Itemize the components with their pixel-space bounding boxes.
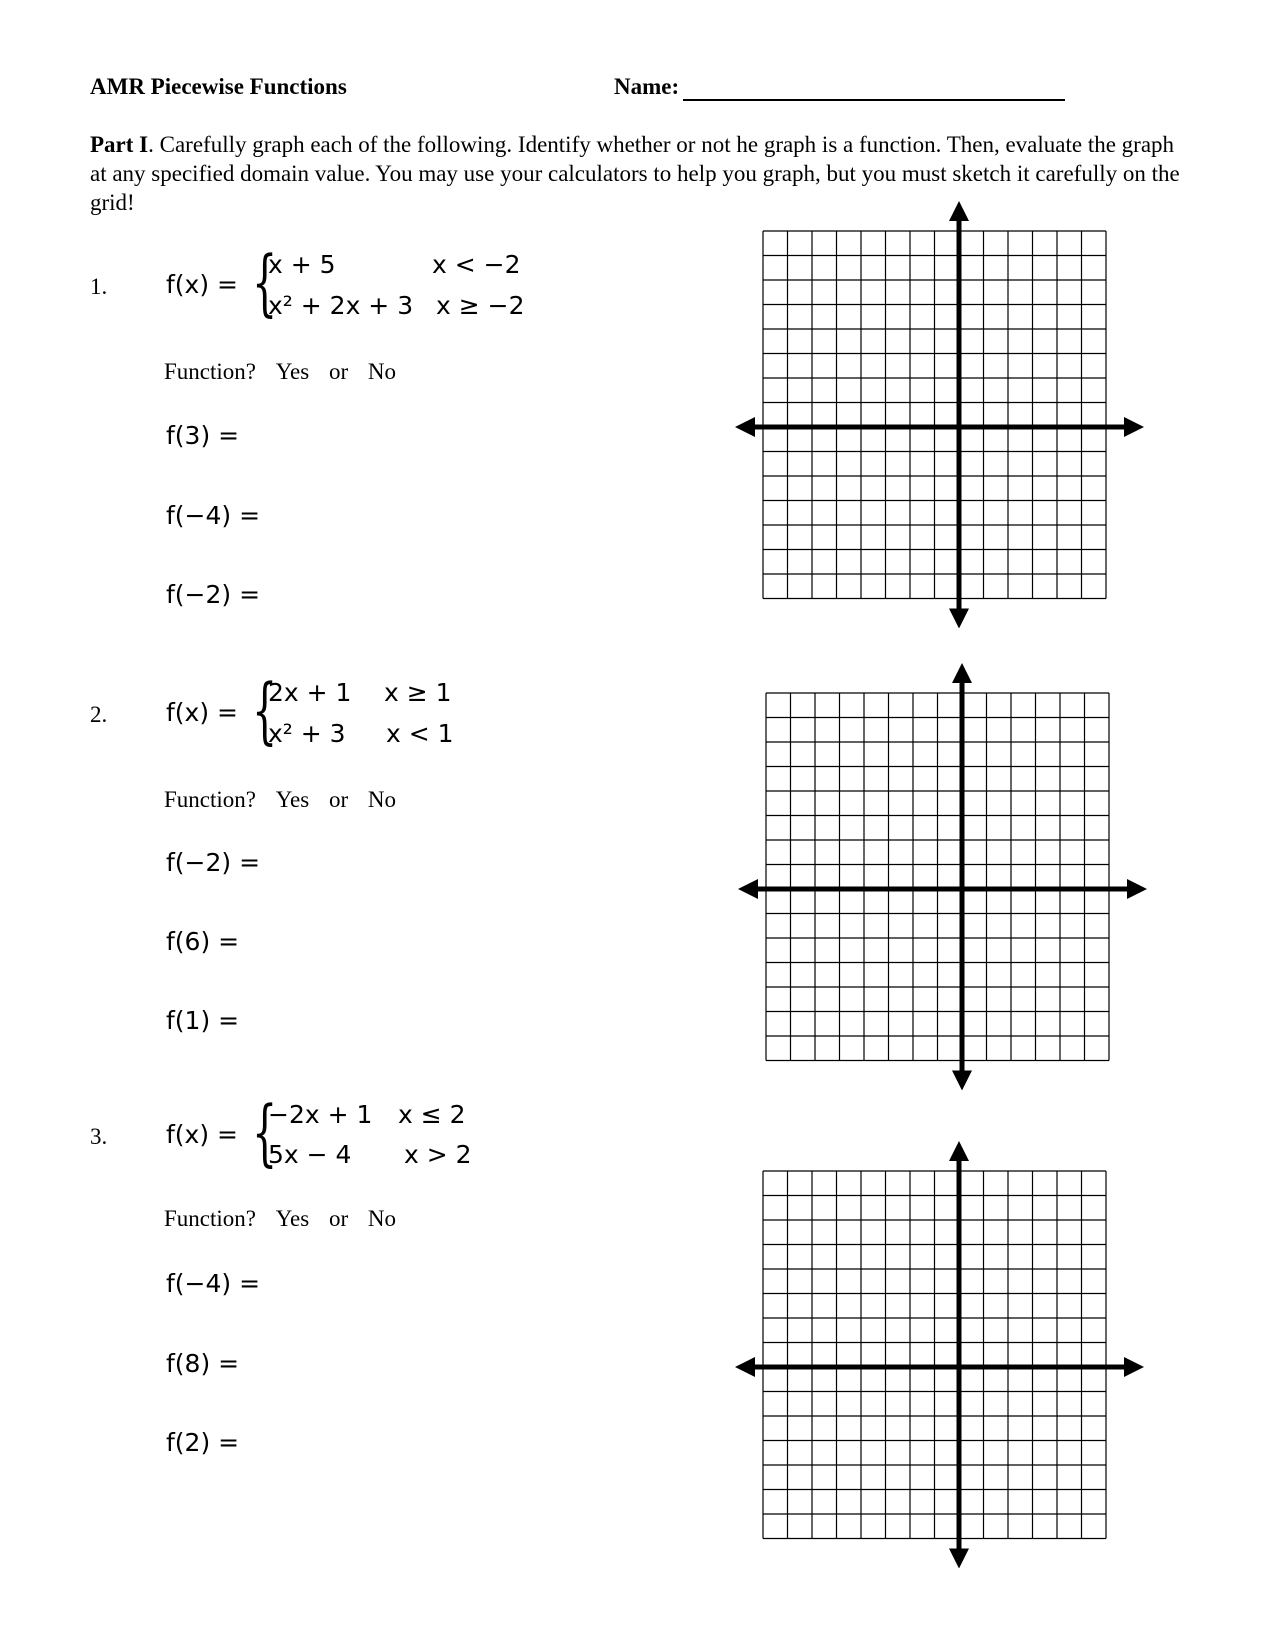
problem-3-eval-2: f(8) = xyxy=(166,1349,240,1378)
problem-2-piece2-cond: x < 1 xyxy=(386,719,454,748)
no-option[interactable]: No xyxy=(367,359,397,384)
problem-3-brace: { xyxy=(252,1090,278,1174)
problem-2-graph-grid[interactable] xyxy=(733,660,1153,1090)
problem-2-piece2-expr: x² + 3 xyxy=(268,719,346,748)
problem-2-eval-2: f(6) = xyxy=(166,927,240,956)
problem-2-piece1-cond: x ≥ 1 xyxy=(384,678,452,707)
name-label: Name: xyxy=(614,74,680,99)
problem-1-piece2-cond: x ≥ −2 xyxy=(436,291,525,320)
instructions-text: . Carefully graph each of the following. Identify whether or not he graph is a function. Then, evaluate the graph at any specified domain value. You may use your calculators to help you graph, but you must sketch it carefully on the grid! xyxy=(90,132,1180,215)
problem-3-lhs: f(x) = xyxy=(166,1120,238,1149)
yes-option[interactable]: Yes xyxy=(275,1206,310,1231)
problem-3-piece1-cond: x ≤ 2 xyxy=(398,1100,466,1129)
yes-option[interactable]: Yes xyxy=(275,787,310,812)
problem-2-brace: { xyxy=(252,668,278,752)
problem-3-function-question xyxy=(164,1206,396,1232)
x-axis-left-arrow xyxy=(735,417,755,437)
problem-3-graph-grid[interactable] xyxy=(730,1138,1150,1568)
function-question-label: Function? xyxy=(164,359,256,384)
problem-1-eval-2: f(−4) = xyxy=(166,501,261,530)
problem-1-number: 1. xyxy=(90,274,108,299)
x-axis-left-arrow xyxy=(735,1357,755,1377)
or-text: or xyxy=(328,359,349,384)
problem-2-lhs: f(x) = xyxy=(166,698,238,727)
or-text: or xyxy=(328,1206,349,1231)
worksheet-title: AMR Piecewise Functions xyxy=(90,74,347,99)
problem-2-piece1-expr: 2x + 1 xyxy=(268,678,352,707)
problem-3-piece1-expr: −2x + 1 xyxy=(268,1100,373,1129)
problem-3-eval-1: f(−4) = xyxy=(166,1269,261,1298)
function-question-label: Function? xyxy=(164,1206,256,1231)
x-axis-left-arrow xyxy=(738,879,758,899)
yes-option[interactable]: Yes xyxy=(275,359,310,384)
problem-1-eval-3: f(−2) = xyxy=(166,580,261,609)
x-axis-right-arrow xyxy=(1127,879,1147,899)
problem-3-piece2-expr: 5x − 4 xyxy=(268,1140,352,1169)
y-axis-down-arrow xyxy=(952,1071,972,1091)
function-question-label: Function? xyxy=(164,787,256,812)
problem-1-eval-1: f(3) = xyxy=(166,421,240,450)
no-option[interactable]: No xyxy=(367,1206,397,1231)
x-axis-right-arrow xyxy=(1124,417,1144,437)
name-field-line[interactable] xyxy=(683,99,1065,101)
problem-2-eval-3: f(1) = xyxy=(166,1006,240,1035)
y-axis-down-arrow xyxy=(949,1549,969,1569)
x-axis-right-arrow xyxy=(1124,1357,1144,1377)
problem-3-number: 3. xyxy=(90,1124,108,1149)
no-option[interactable]: No xyxy=(367,787,397,812)
y-axis-up-arrow xyxy=(952,663,972,683)
problem-1-piece2-expr: x² + 2x + 3 xyxy=(268,291,414,320)
problem-2-number: 2. xyxy=(90,702,108,727)
y-axis-up-arrow xyxy=(949,1141,969,1161)
problem-3-piece2-cond: x > 2 xyxy=(404,1140,472,1169)
problem-1-piece1-cond: x < −2 xyxy=(432,250,521,279)
or-text: or xyxy=(328,787,349,812)
part-label: Part I xyxy=(90,132,149,157)
problem-1-brace: { xyxy=(252,240,278,324)
y-axis-up-arrow xyxy=(949,201,969,221)
problem-3-eval-3: f(2) = xyxy=(166,1428,240,1457)
problem-1-graph-grid[interactable] xyxy=(730,198,1150,628)
problem-1-lhs: f(x) = xyxy=(166,270,238,299)
problem-1-function-question xyxy=(164,359,396,385)
y-axis-down-arrow xyxy=(949,609,969,629)
problem-2-function-question xyxy=(164,787,396,813)
problem-2-eval-1: f(−2) = xyxy=(166,848,261,877)
problem-1-piece1-expr: x + 5 xyxy=(268,250,336,279)
